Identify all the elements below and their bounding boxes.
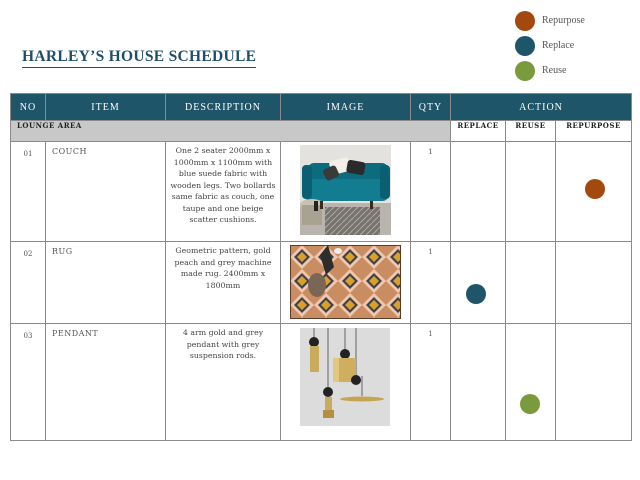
reuse-marker-icon bbox=[520, 394, 540, 414]
header-image: IMAGE bbox=[281, 94, 411, 121]
row-qty: 1 bbox=[411, 242, 451, 324]
row-description: 4 arm gold and grey pendant with grey suspension rods. bbox=[166, 324, 281, 441]
header-qty: QTY bbox=[411, 94, 451, 121]
repurpose-dot-icon bbox=[515, 11, 535, 31]
action-reuse-cell bbox=[506, 324, 556, 441]
row-item: RUG bbox=[46, 242, 166, 324]
header-description: DESCRIPTION bbox=[166, 94, 281, 121]
header-no: NO bbox=[11, 94, 46, 121]
table-row bbox=[11, 242, 632, 324]
row-number: 02 bbox=[11, 242, 46, 324]
row-qty: 1 bbox=[411, 324, 451, 441]
row-item: COUCH bbox=[46, 142, 166, 242]
replace-dot-icon bbox=[515, 36, 535, 56]
legend-label: Repurpose bbox=[542, 15, 585, 26]
header-action: ACTION bbox=[451, 94, 632, 121]
row-image-cell bbox=[281, 142, 411, 242]
gold-pendant-light-photo bbox=[300, 328, 390, 426]
action-replace-cell bbox=[451, 242, 506, 324]
legend-item-repurpose bbox=[515, 8, 585, 33]
action-reuse-cell bbox=[506, 142, 556, 242]
row-number: 01 bbox=[11, 142, 46, 242]
legend-item-reuse bbox=[515, 58, 585, 83]
header-item: ITEM bbox=[46, 94, 166, 121]
subheader-repurpose: REPURPOSE bbox=[556, 121, 632, 142]
row-description: Geometric pattern, gold peach and grey machine made rug. 2400mm x 1800mm bbox=[166, 242, 281, 324]
replace-marker-icon bbox=[466, 284, 486, 304]
blue-velvet-sofa-photo bbox=[300, 145, 391, 235]
section-row-lounge bbox=[11, 121, 632, 142]
action-repurpose-cell bbox=[556, 324, 632, 441]
action-replace-cell bbox=[451, 142, 506, 242]
table-row bbox=[11, 142, 632, 242]
row-description: One 2 seater 2000mm x 1000mm x 1100mm with blue suede fabric with wooden legs. Two bollards same fabric as couch, one taupe and one beige scatter cushions. bbox=[166, 142, 281, 242]
legend-item-replace bbox=[515, 33, 585, 58]
table-row bbox=[11, 324, 632, 441]
row-image-cell bbox=[281, 324, 411, 441]
legend-label: Replace bbox=[542, 40, 575, 51]
schedule-table bbox=[10, 93, 632, 441]
table-header-row bbox=[11, 94, 632, 121]
repurpose-marker-icon bbox=[585, 179, 605, 199]
row-item: PENDANT bbox=[46, 324, 166, 441]
action-reuse-cell bbox=[506, 242, 556, 324]
section-label: LOUNGE AREA bbox=[11, 121, 451, 142]
row-qty: 1 bbox=[411, 142, 451, 242]
action-repurpose-cell bbox=[556, 242, 632, 324]
geometric-rug-photo bbox=[290, 245, 401, 319]
legend-label: Reuse bbox=[542, 65, 567, 76]
reuse-dot-icon bbox=[515, 61, 535, 81]
action-repurpose-cell bbox=[556, 142, 632, 242]
row-image-cell bbox=[281, 242, 411, 324]
action-replace-cell bbox=[451, 324, 506, 441]
row-number: 03 bbox=[11, 324, 46, 441]
subheader-reuse: REUSE bbox=[506, 121, 556, 142]
action-legend bbox=[515, 8, 585, 83]
subheader-replace: REPLACE bbox=[451, 121, 506, 142]
page-title: HARLEY’S HOUSE SCHEDULE bbox=[22, 48, 256, 68]
